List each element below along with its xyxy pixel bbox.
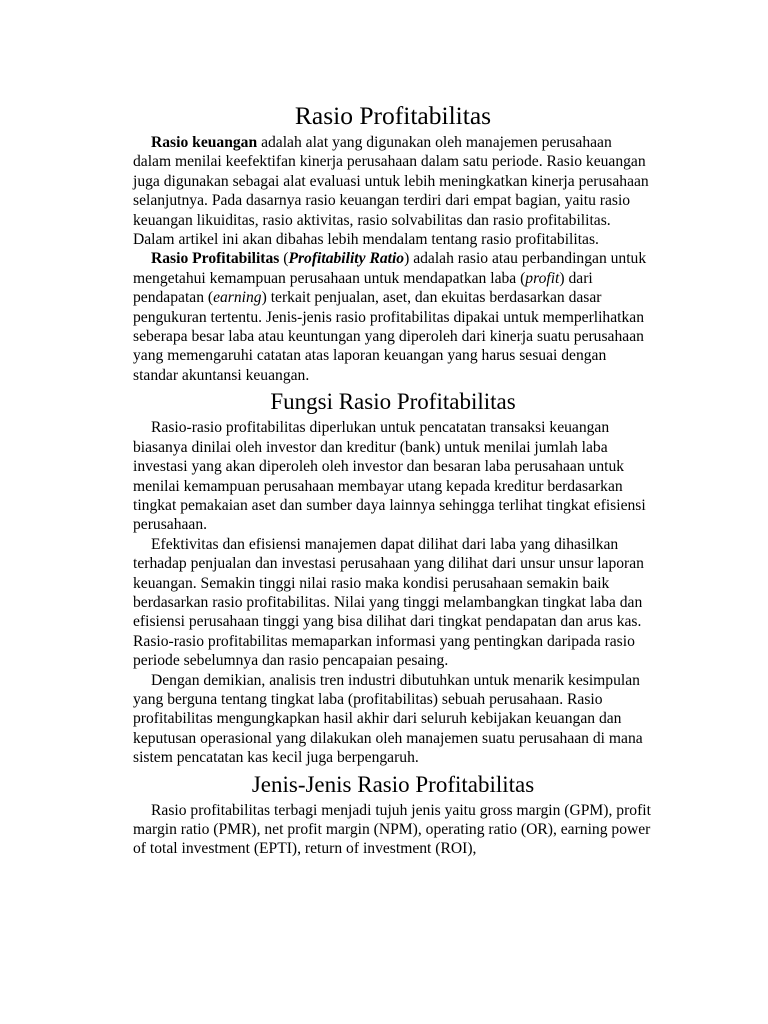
term-earning: earning <box>213 289 262 307</box>
document-body <box>133 100 653 859</box>
paren-open: ( <box>279 250 289 268</box>
page-title: Rasio Profitabilitas <box>294 101 492 130</box>
intro-paragraph-2-text-b: ) dari pendapatan ( <box>133 269 593 307</box>
intro-paragraph-1 <box>133 133 653 249</box>
term-rasio-keuangan: Rasio keuangan <box>151 134 258 151</box>
term-profitability-ratio: Profitability Ratio <box>288 250 405 268</box>
intro-paragraph-2-text-a: ) adalah rasio atau perbandingan untuk mengetahui kemampuan perusahaan untuk mendapatkan laba ( <box>133 250 647 287</box>
term-rasio-profitabilitas: Rasio Profitabilitas <box>151 250 280 268</box>
intro-paragraph-2 <box>133 249 653 385</box>
jenis-paragraph-1: Rasio profitabilitas terbagi menjadi tujuh jenis yaitu gross margin (GPM), profit margin ratio (PMR), net profit margin (NPM), operating ratio (OR), earning power of total investment (EPTI), return of investment (ROI), <box>133 801 651 858</box>
term-profit: profit <box>525 269 560 287</box>
intro-paragraph-1-text: adalah alat yang digunakan oleh manajemen perusahaan dalam menilai keefektifan kinerja perusahaan dalam satu periode. Rasio keuangan juga digunakan sebagai alat evaluasi untuk lebih meningkatkan kinerja perusahaan selanjutnya. Pada dasarnya rasio keuangan terdiri dari empat bagian, yaitu rasio keuangan likuiditas, rasio aktivitas, rasio solvabilitas dan rasio profitabilitas. Dalam artikel ini akan dibahas lebih mendalam tentang rasio profitabilitas. <box>133 134 649 249</box>
fungsi-paragraph-3: Dengan demikian, analisis tren industri dibutuhkan untuk menarik kesimpulan yang berguna tentang tingkat laba (profitabilitas) sebuah perusahaan. Rasio profitabilitas mengungkapkan hasil akhir dari seluruh kebijakan keuangan dan keputusan operasional yang dilakukan oleh manajemen suatu perusahaan di mana sistem pencatatan kas kecil juga berpengaruh. <box>133 671 643 767</box>
heading-jenis: Jenis-Jenis Rasio Profitabilitas <box>251 771 535 797</box>
heading-fungsi: Fungsi Rasio Profitabilitas <box>270 389 516 415</box>
intro-paragraph-2-text-c: ) terkait penjualan, aset, dan ekuitas berdasarkan dasar pengukuran tertentu. Jenis-jenis rasio profitabilitas dipakai untuk memperlihatkan seberapa besar laba atau keuntungan yang diperoleh dari kinerja suatu perusahaan yang memengaruhi catatan atas laporan keuangan yang harus sesuai dengan standar akuntansi keuangan. <box>133 289 644 384</box>
fungsi-paragraph-1: Rasio-rasio profitabilitas diperlukan untuk pencatatan transaksi keuangan biasanya dinilai oleh investor dan kreditur (bank) untuk menilai jumlah laba investasi yang akan diperoleh oleh investor dan besaran laba perusahaan untuk menilai kemampuan perusahaan membayar utang kepada kreditur berdasarkan tingkat pemakaian aset dan sumber daya lainnya sehingga terlihat tingkat efisiensi perusahaan. <box>133 419 646 534</box>
fungsi-paragraph-2: Efektivitas dan efisiensi manajemen dapat dilihat dari laba yang dihasilkan terhadap penjualan dan investasi perusahaan yang dilihat dari unsur unsur laporan keuangan. Semakin tinggi nilai rasio maka kondisi perusahaan semakin baik berdasarkan rasio profitabilitas. Nilai yang tinggi melambangkan tingkat laba dan efisiensi perusahaan tinggi yang bisa dilihat dari tingkat pendapatan dan arus kas. Rasio-rasio profitabilitas memaparkan informasi yang pentingkan daripada rasio periode sebelumnya dan rasio pencapaian pesaing. <box>133 535 644 670</box>
